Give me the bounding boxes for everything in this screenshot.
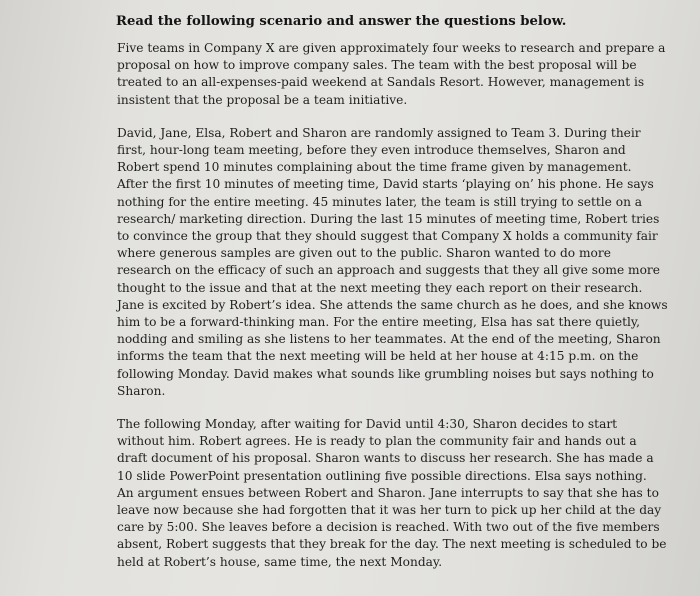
text-line: first, hour-long team meeting, before they even introduce themselves, Sharon and	[117, 143, 626, 158]
paragraph-1	[117, 40, 666, 109]
text-line: nothing for the entire meeting. 45 minutes later, the team is still trying to settle on a	[117, 194, 643, 209]
text-line: him to be a forward-thinking man. For the entire meeting, Elsa has sat there quietly,	[117, 315, 641, 330]
text-line: 10 slide PowerPoint presentation outlining five possible directions. Elsa says nothing.	[117, 468, 647, 483]
text-line: leave now because she had forgotten that it was her turn to pick up her child at the day	[117, 503, 662, 518]
text-line: proposal on how to improve company sales. The team with the best proposal will be	[117, 58, 637, 73]
text-line: The following Monday, after waiting for David until 4:30, Sharon decides to start	[117, 417, 618, 432]
text-line: held at Robert’s house, same time, the next Monday.	[117, 554, 443, 569]
text-line: Jane is excited by Robert’s idea. She attends the same church as he does, and she knows	[117, 297, 668, 312]
text-line: An argument ensues between Robert and Sharon. Jane interrupts to say that she has to	[117, 485, 659, 500]
instructions-heading: Read the following scenario and answer the questions below.	[116, 14, 567, 29]
text-line: treated to an all-expenses-paid weekend at Sandals Resort. However, management is	[117, 75, 645, 90]
text-line: absent, Robert suggests that they break for the day. The next meeting is scheduled to be	[117, 537, 667, 552]
text-line: care by 5:00. She leaves before a decision is reached. With two out of the five members	[117, 520, 660, 535]
text-line: without him. Robert agrees. He is ready to plan the community fair and hands out a	[117, 434, 637, 449]
text-line: Five teams in Company X are given approximately four weeks to research and prepare a	[117, 41, 666, 55]
text-line: where generous samples are given out to the public. Sharon wanted to do more	[117, 246, 611, 261]
paragraph-2	[117, 125, 668, 400]
paragraph-3	[117, 416, 667, 571]
document-content	[112, 13, 668, 571]
text-line: research on the efficacy of such an approach and suggests that they all give some more	[117, 263, 660, 278]
text-line: nodding and smiling as she listens to her teammates. At the end of the meeting, Sharon	[117, 332, 661, 347]
text-line: Sharon.	[117, 383, 166, 398]
text-line: insistent that the proposal be a team initiative.	[117, 92, 408, 107]
text-line: to convince the group that they should suggest that Company X holds a community fair	[117, 229, 658, 244]
text-line: draft document of his proposal. Sharon wants to discuss her research. She has made a	[117, 451, 654, 466]
text-line: following Monday. David makes what sounds like grumbling noises but says nothing to	[117, 366, 654, 381]
text-line: After the first 10 minutes of meeting time, David starts ‘playing on’ his phone. He says	[117, 177, 654, 192]
text-line: research/ marketing direction. During the last 15 minutes of meeting time, Robert tries	[117, 211, 660, 226]
text-line: thought to the issue and that at the next meeting they each report on their research.	[117, 280, 643, 295]
text-line: Robert spend 10 minutes complaining about the time frame given by management.	[117, 160, 632, 175]
text-line: informs the team that the next meeting will be held at her house at 4:15 p.m. on the	[117, 349, 639, 364]
text-line: David, Jane, Elsa, Robert and Sharon are randomly assigned to Team 3. During their	[117, 125, 641, 140]
